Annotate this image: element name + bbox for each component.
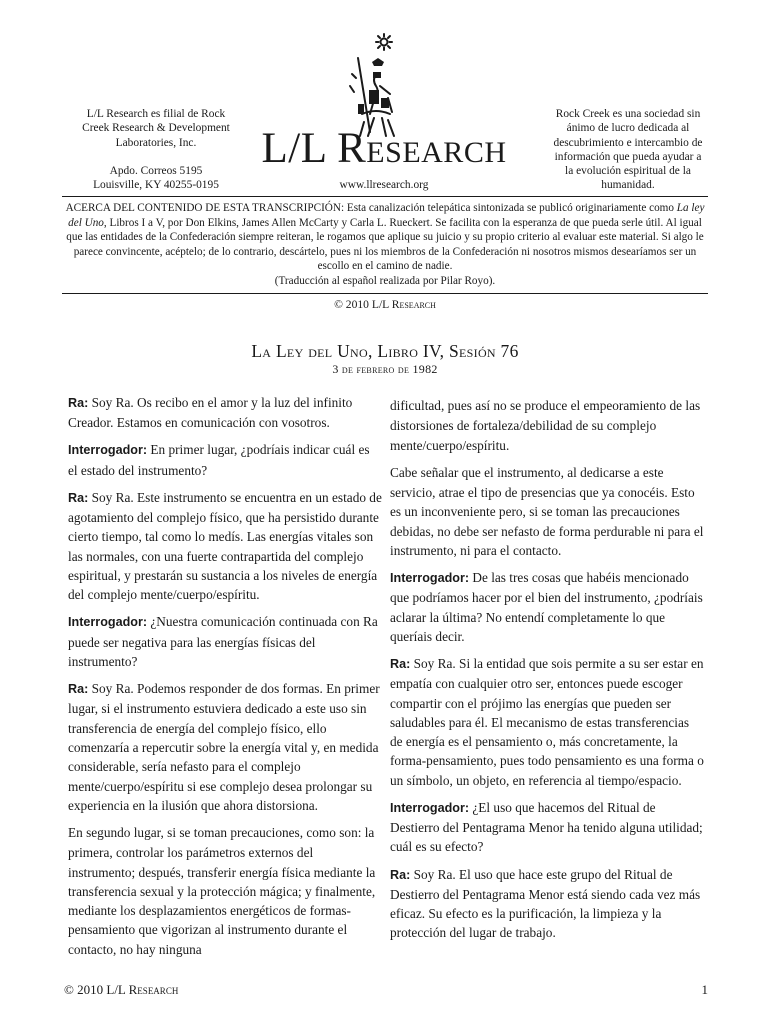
header-right-block [532,107,724,193]
page-number: 1 [701,982,708,997]
about-text-1: Esta canalización telepática sintonizada se publicó originariamente como [344,202,677,214]
session-title: La Ley del Uno, Libro IV, Sesión 76 [251,341,519,361]
speaker-label: Ra: [68,490,89,505]
speaker-label: Interrogador: [390,800,470,815]
paragraph [390,568,704,646]
speaker-label: Interrogador: [68,615,148,630]
paragraph [68,440,382,480]
speaker-label: Interrogador: [390,570,470,585]
copyright-word: Research [391,298,436,311]
right-column [390,396,704,951]
session-date: 3 de febrero de 1982 [332,362,438,376]
paragraph-text: Soy Ra. El uso que hace este grupo del Ritual de Destierro del Pentagrama Menor está siendo cada vez más eficaz. Su efecto es la purificación, la limpieza y la protección del lugar de trabajo. [390,866,701,941]
speaker-label: Ra: [390,656,411,671]
translation-note: (Traducción al español realizada por Pilar Royo). [274,274,496,287]
paragraph [68,393,382,433]
don-quixote-logo-icon [344,32,408,140]
mission-line-2: ánimo de lucro dedicada al [566,122,690,135]
mission-line-6: humanidad. [601,179,655,192]
paragraph-text: Soy Ra. Os recibo en el amor y la luz del infinito Creador. Estamos en comunicación con vosotros. [68,395,353,431]
paragraph [390,463,704,560]
affiliation-line-3: Laboratories, Inc. [115,136,197,149]
about-book-title: La ley del Uno [68,202,705,229]
about-transcript [62,201,708,289]
mission-line-4: información que pueda ayudar a [554,150,702,163]
mission-line-5: la evolución espiritual de la [565,165,691,178]
brand-word: Research [337,125,507,172]
affiliation-line-1: L/L Research es filial de Rock [86,108,226,120]
paragraph [390,865,704,943]
paragraph-text: Soy Ra. Este instrumento se encuentra en un estado de agotamiento del complejo físico, que ha persistido durante cierto tiempo, tal como lo medís. Las energías vitales son las normales, con una fuerte contrapartida del complejo espiritual, y prestarán su sustancia a los niveles de energía del complejo mente/cuerpo/espíritu. [68,489,382,603]
left-column [68,393,382,967]
paragraph-text: ¿Nuestra comunicación continuada con Ra puede ser negativa para las energías físicas del instrumento? [68,614,378,669]
paragraph [390,798,704,857]
speaker-label: Ra: [68,682,89,697]
brand-prefix: L/L [261,125,338,172]
footer-copyright-word: Research [128,982,179,997]
header-divider-top [62,196,708,197]
speaker-label: Ra: [390,867,411,882]
address-line-1: Apdo. Correos 5195 [109,164,203,177]
footer-copyright [64,982,178,998]
mission-line-1: Rock Creek es una sociedad sin [555,108,701,120]
copyright-notice [62,298,708,311]
copyright-prefix: © 2010 L/L [334,298,392,311]
paragraph-text: En segundo lugar, si se toman precauciones, como son: la primera, controlar los parámetros externos del instrumento; después, transferir energía física mediante la transferencia sexual y la protección mágica; y finalmente, mediante los desplazamientos energéticos de formas-pensamiento que vigorizan al instrumento durante el contacto, no hay ninguna [68,824,376,957]
header-divider-bottom [62,293,708,294]
website-link[interactable]: www.llresearch.org [339,179,429,191]
speaker-label: Interrogador: [68,443,148,458]
paragraph-text: dificultad, pues así no se produce el empeoramiento de las distorsiones de fortaleza/debilidad de su complejo mente/cuerpo/espíritu. [390,398,701,453]
about-text-2: , Libros I a V, por Don Elkins, James Allen McCarty y Carla L. Rueckert. Se facilita con la esperanza de que pueda serle útil. Al igual que las entidades de la Confederación siempre reiteran, le rogamos que aplique su juicio y su propio criterio al evaluar este material. Si algo le parece convincente, acéptelo; de lo contrario, descártelo, pues ni los miembros de la Confederación ni nosotros mismos desearíamos ser un escollo en el camino de nadie. [66,216,704,273]
paragraph [390,654,704,790]
paragraph [68,612,382,671]
paragraph-text: Cabe señalar que el instrumento, al dedicarse a este servicio, atrae el tipo de presencias que ya conocéis. Esto es un inconveniente pero, si se toman las precauciones debidas, no debe ser nefasto de forma perdurable ni para el instrumento, ni para el contacto. [390,464,704,558]
paragraph-text: ¿El uso que hacemos del Ritual de Destierro del Pentagrama Menor ha tenido alguna utilidad; cuál es su efecto? [390,799,703,855]
mission-line-3: descubrimiento e intercambio de [553,136,703,149]
paragraph-text: En primer lugar, ¿podríais indicar cuál es el estado del instrumento? [68,442,370,478]
speaker-label: Ra: [68,396,89,410]
affiliation-line-2: Creek Research & Development [82,122,230,135]
footer-copyright-prefix: © 2010 L/L [64,982,129,997]
about-label: ACERCA DEL CONTENIDO DE ESTA TRANSCRIPCIÓN: [65,202,345,214]
paragraph [68,679,382,815]
header-left-block [58,107,254,192]
address-line-2: Louisville, KY 40255-0195 [93,179,219,192]
paragraph-text: Soy Ra. Podemos responder de dos formas. En primer lugar, si el instrumento estuviera dedicado a este uso sin transferencia de energía del complejo físico, ello comenzaría a repercutir sobre la energía vital y, en medida considerable, sería nefasto para el complejo mente/cuerpo/espíritu si ese complejo desea prolongar su experiencia en la ilusión que ahora distorsiona. [68,681,380,813]
paragraph [390,396,704,455]
paragraph [68,823,382,959]
paragraph-text: Soy Ra. Si la entidad que sois permite a su ser estar en empatía con cualquier otro ser, entonces puede escoger compartir con el prójimo las energías que pueden ser saludables para él. El mecanismo de estas transferencias de energía es el pensamiento o, más concretamente, la forma-pensamiento, pues todo pensamiento es una forma o un símbolo, un objeto, en referencia al tiempo/espacio. [390,655,704,788]
brand-title [240,126,528,172]
paragraph [68,488,382,605]
paragraph-text: De las tres cosas que habéis mencionado que podríamos hacer por el bien del instrumento, ¿podríais aclarar la última? No entendí completamente lo que queríais decir. [390,569,703,644]
